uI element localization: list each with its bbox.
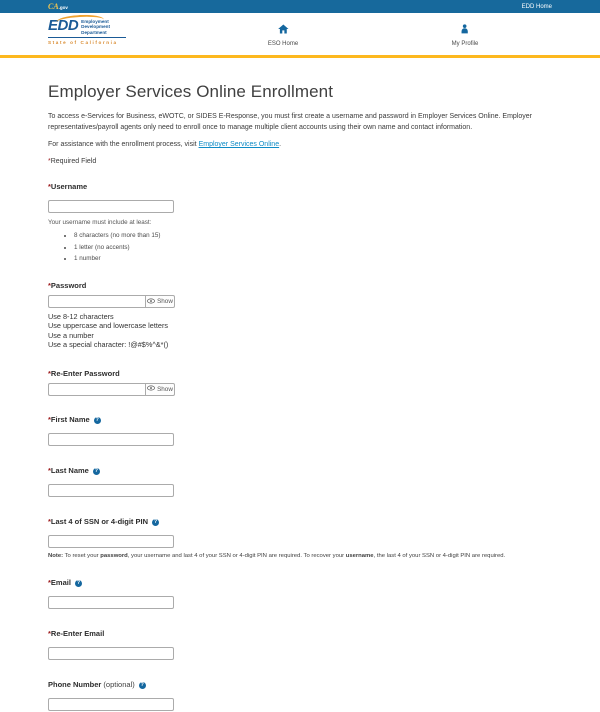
required-field-note	[48, 158, 555, 165]
username-rule-item: • 8 characters (no more than 15)	[74, 232, 555, 239]
reenter-password-group	[48, 369, 555, 396]
person-icon	[460, 21, 470, 39]
ssn-pin-input[interactable]	[48, 535, 174, 548]
reenter-email-label: *Re-Enter Email	[48, 628, 105, 638]
password-rule-item: Use uppercase and lowercase letters	[48, 321, 169, 331]
edd-logo-acronym: EDD	[48, 17, 79, 34]
assistance-prefix: For assistance with the enrollment process, visit	[48, 141, 199, 148]
edd-logo[interactable]	[48, 18, 126, 45]
nav-eso-home[interactable]	[268, 21, 298, 47]
username-input[interactable]	[48, 200, 174, 213]
required-asterisk: *	[48, 516, 51, 526]
first-name-group	[48, 415, 555, 447]
edd-logo-line: Employment	[81, 19, 109, 24]
edd-logo-state: State of California	[48, 37, 126, 45]
email-input[interactable]	[48, 596, 174, 609]
password-show-button[interactable]	[145, 295, 175, 308]
email-help-icon[interactable]: ?	[76, 579, 81, 586]
username-group	[48, 182, 555, 262]
phone-input[interactable]	[48, 698, 174, 711]
password-input[interactable]	[48, 295, 145, 308]
last-name-help-icon[interactable]: ?	[94, 467, 98, 474]
first-name-input[interactable]	[48, 433, 174, 446]
required-asterisk: *	[48, 158, 51, 165]
last-name-label: *Last Name ?	[48, 465, 98, 475]
password-label: *Password	[48, 281, 87, 290]
edd-logo-line: Development	[81, 24, 111, 30]
employer-services-online-link[interactable]: Employer Services Online	[198, 141, 280, 148]
reenter-password-show-button[interactable]	[145, 383, 175, 396]
utility-bar	[0, 0, 600, 13]
required-asterisk: *	[48, 577, 51, 587]
assistance-line	[48, 141, 555, 148]
intro-paragraph: To access e-Services for Business, eWOTC, or SIDES E-Response, you must first create a username and password in Employer Services Online. Employer representatives/payroll agents only need to enroll once to manage multiple client accounts using their own name and contact information.	[48, 113, 532, 131]
phone-optional-label: (optional)	[101, 679, 135, 689]
required-asterisk: *	[48, 414, 51, 424]
email-label: *Email ?	[48, 577, 81, 587]
username-hint-title: Your username must include at least:	[48, 219, 152, 226]
eye-icon	[147, 385, 155, 393]
nav-my-profile[interactable]	[452, 21, 479, 47]
phone-label: Phone Number (optional) ?	[48, 679, 144, 689]
ca-gov-logo-gov: .gov	[58, 4, 68, 10]
assistance-suffix: .	[279, 141, 282, 148]
required-asterisk: *	[48, 182, 51, 191]
password-group	[48, 281, 555, 350]
nav-eso-home-label: ESO Home	[267, 41, 299, 47]
reenter-email-input[interactable]	[48, 647, 174, 660]
required-asterisk: *	[48, 628, 51, 638]
reenter-password-show-label: Show	[157, 385, 173, 393]
password-rules	[48, 312, 555, 350]
password-rule-item: Use 8-12 characters	[48, 312, 114, 321]
nav-my-profile-label: My Profile	[451, 41, 479, 47]
ca-gov-logo-ca: CA	[48, 1, 59, 11]
required-asterisk: *	[48, 465, 51, 475]
required-field-label: Required Field	[50, 158, 97, 165]
first-name-label: *First Name ?	[48, 414, 99, 424]
email-group	[48, 578, 555, 610]
reenter-password-input[interactable]	[48, 383, 145, 396]
phone-group	[48, 680, 555, 712]
home-icon	[278, 21, 289, 39]
password-show-label: Show	[157, 298, 173, 305]
eye-icon	[147, 298, 155, 306]
phone-help-icon[interactable]: ?	[140, 681, 144, 688]
site-header	[0, 13, 600, 55]
ssn-pin-label: *Last 4 of SSN or 4-digit PIN ?	[48, 516, 158, 526]
ssn-pin-help-icon[interactable]: ?	[153, 518, 158, 525]
username-rule-item: • 1 letter (no accents)	[74, 244, 555, 251]
required-asterisk: *	[48, 281, 51, 290]
page-title: Employer Services Online Enrollment	[48, 82, 334, 101]
password-rule-item: Use a number	[48, 330, 94, 340]
edd-logo-line: Department	[81, 29, 107, 35]
password-rule-item: Use a special character: !@#$%^&*()	[48, 340, 169, 350]
main-content	[0, 58, 600, 712]
reenter-password-label: *Re-Enter Password	[48, 368, 120, 378]
reenter-email-group	[48, 629, 555, 661]
required-asterisk: *	[48, 368, 51, 378]
first-name-help-icon[interactable]: ?	[95, 416, 99, 423]
last-name-group	[48, 466, 555, 498]
last-name-input[interactable]	[48, 484, 174, 497]
ssn-pin-note: Note: To reset your password, your username and last 4 of your SSN or 4-digit PIN are required. To recover your username, the last 4 of your SSN or 4-digit PIN are required.	[48, 552, 506, 559]
edd-home-link[interactable]: EDD Home	[521, 3, 552, 10]
username-label: *Username	[48, 182, 88, 191]
ca-gov-logo[interactable]	[48, 3, 68, 11]
username-rules-list	[48, 232, 555, 262]
username-rule-item: • 1 number	[74, 255, 555, 262]
ssn-pin-group	[48, 517, 555, 559]
